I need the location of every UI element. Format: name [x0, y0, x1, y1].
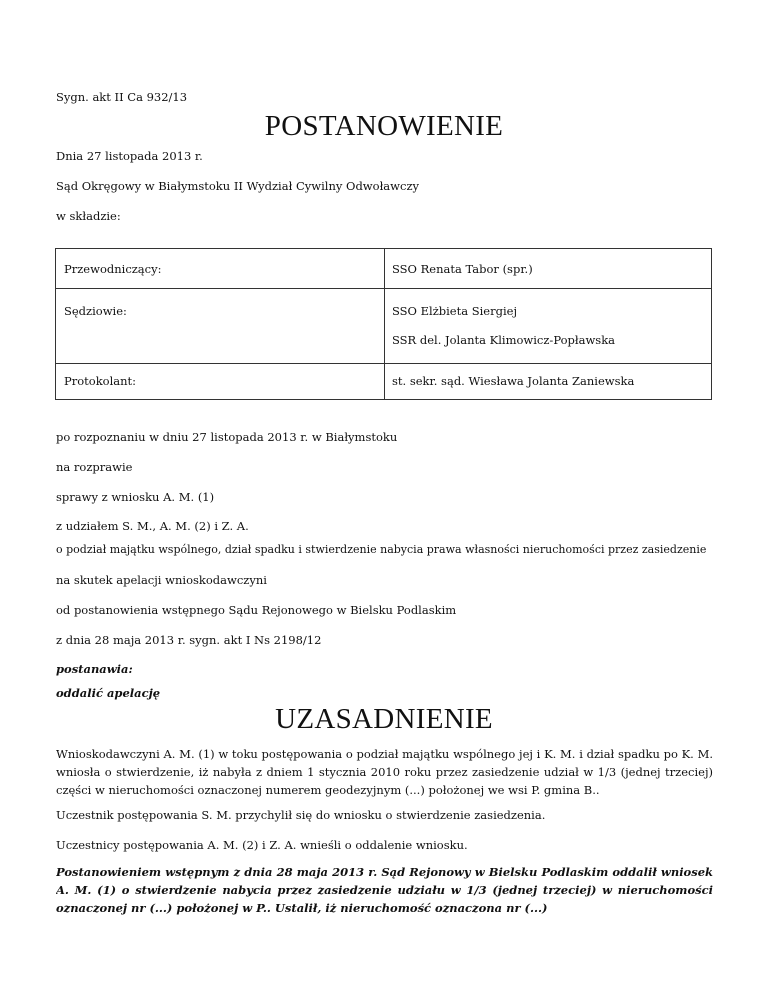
ruling-label: postanawia:	[56, 662, 133, 676]
proceedings-line: z dnia 28 maja 2013 r. sygn. akt I Ns 2198/12	[56, 633, 322, 647]
proceedings-line: sprawy z wniosku A. M. (1)	[56, 490, 215, 504]
justification-title: UZASADNIENIE	[275, 703, 493, 735]
justification-paragraph-bold: Postanowieniem wstępnym z dnia 28 maja 2013 r. Sąd Rejonowy w Bielsku Podlaskim oddalił wniosek A. M. (1) o stwierdzenie nabycia przez zasiedzenie udziału w 1/3 (jednej trzeciej) w nieruchomości oznaczonej nr (...) położonej w P.. Ustalił, iż nieruchomość oznaczona nr (...)	[56, 865, 713, 915]
court-name: Sąd Okręgowy w Białymstoku II Wydział Cywilny Odwoławczy	[56, 179, 420, 193]
composition-label: w składzie:	[56, 209, 121, 223]
ruling-date: Dnia 27 listopada 2013 r.	[56, 149, 203, 163]
chair-name: SSO Renata Tabor (spr.)	[392, 262, 533, 276]
proceedings-line: z udziałem S. M., A. M. (2) i Z. A.	[56, 519, 249, 533]
justification-paragraph: Uczestnik postępowania S. M. przychylił się do wniosku o stwierdzenie zasiedzenia.	[56, 808, 546, 822]
case-reference: Sygn. akt II Ca 932/13	[56, 90, 188, 104]
judge-2-name: SSR del. Jolanta Klimowicz-Popławska	[392, 333, 616, 347]
proceedings-line: po rozpoznaniu w dniu 27 listopada 2013 r. w Białymstoku	[56, 430, 398, 444]
proceedings-line: na skutek apelacji wnioskodawczyni	[56, 573, 267, 587]
chair-label: Przewodniczący:	[64, 262, 162, 276]
proceedings-line: od postanowienia wstępnego Sądu Rejonowego w Bielsku Podlaskim	[56, 603, 457, 617]
clerk-label: Protokolant:	[64, 374, 137, 388]
panel-table	[55, 248, 712, 400]
ruling-decision: oddalić apelację	[56, 686, 161, 700]
justification-paragraph: Wnioskodawczyni A. M. (1) w toku postępowania o podział majątku wspólnego jej i K. M. i dział spadku po K. M. wniosła o stwierdzenie, iż nabyła z dniem 1 stycznia 2010 roku przez zasiedzenie udział w 1/3 (jednej trzeciej) części w nieruchomości oznaczonej numerem geodezyjnym (...) położonej we wsi P. gmina B..	[56, 747, 713, 797]
judges-label: Sędziowie:	[64, 304, 127, 318]
proceedings-line: na rozprawie	[56, 460, 133, 474]
document-title: POSTANOWIENIE	[264, 110, 504, 142]
proceedings-line: o podział majątku wspólnego, dział spadku i stwierdzenie nabycia prawa własności nieruchomości przez zasiedzenie	[56, 543, 707, 556]
clerk-name: st. sekr. sąd. Wiesława Jolanta Zaniewska	[392, 374, 635, 388]
judge-1-name: SSO Elżbieta Siergiej	[392, 304, 518, 318]
justification-paragraph: Uczestnicy postępowania A. M. (2) i Z. A. wnieśli o oddalenie wniosku.	[56, 838, 468, 852]
